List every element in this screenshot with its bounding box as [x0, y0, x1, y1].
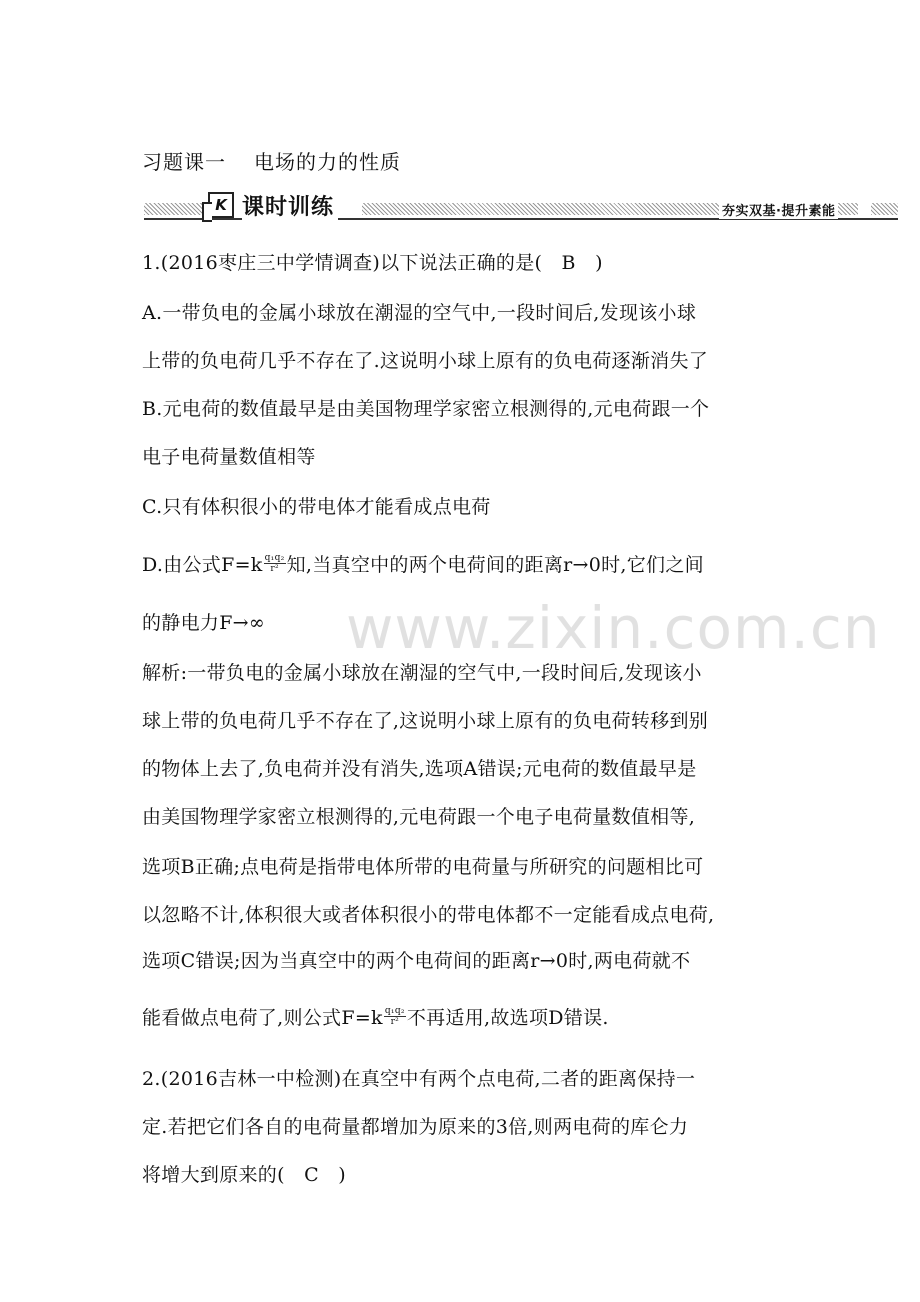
q1-option-b-line2: 电子电荷量数值相等 [142, 446, 316, 468]
fraction-numerator: q₁q₂ [264, 552, 285, 563]
q2-line1: 2.(2016吉林一中检测)在真空中有两个点电荷,二者的距离保持一 [142, 1068, 696, 1090]
analysis-line8-pre: 能看做点电荷了,则公式F=k [142, 1007, 383, 1029]
analysis-line5: 选项B正确;点电荷是指带电体所带的电荷量与所研究的问题相比可 [142, 856, 704, 878]
q2-line3: 将增大到原来的( C ) [142, 1164, 346, 1186]
fraction-denominator: r² [390, 1016, 400, 1027]
banner-hatch-left [144, 203, 206, 215]
book-icon: K [208, 192, 234, 218]
q1-option-b-line1: B.元电荷的数值最早是由美国物理学家密立根测得的,元电荷跟一个 [142, 398, 710, 420]
q2-line2: 定.若把它们各自的电荷量都增加为原来的3倍,则两电荷的库仑力 [142, 1116, 689, 1138]
section-banner [144, 191, 898, 225]
fraction-numerator: q₁q₂ [384, 1005, 405, 1016]
lesson-title-part2: 电场的力的性质 [254, 150, 401, 174]
q1-option-d-line2: 的静电力F→∞ [142, 612, 266, 634]
q1-option-d-post: 知,当真空中的两个电荷间的距离r→0时,它们之间 [286, 554, 704, 576]
analysis-line2: 球上带的负电荷几乎不存在了,这说明小球上原有的负电荷转移到别 [142, 710, 709, 732]
banner-tagline: 夯实双基·提升素能 [719, 200, 838, 219]
q1-option-a-line2: 上带的负电荷几乎不存在了.这说明小球上原有的负电荷逐渐消失了 [142, 350, 709, 372]
banner-hatch-right [871, 203, 898, 215]
analysis-line3: 的物体上去了,负电荷并没有消失,选项A错误;元电荷的数值最早是 [142, 758, 697, 780]
q1-option-a-line1: A.一带负电的金属小球放在潮湿的空气中,一段时间后,发现该小球 [142, 302, 697, 324]
q1-option-d-line1 [142, 550, 704, 577]
coulomb-formula-fraction [264, 553, 286, 574]
q1-stem: 1.(2016枣庄三中学情调查)以下说法正确的是( B ) [142, 252, 603, 274]
watermark: www.zixin.com.cn [346, 594, 881, 662]
analysis-line6: 以忽略不计,体积很大或者体积很小的带电体都不一定能看成点电荷, [142, 904, 715, 926]
analysis-line4: 由美国物理学家密立根测得的,元电荷跟一个电子电荷量数值相等, [142, 806, 696, 828]
coulomb-formula-fraction-2 [384, 1006, 406, 1027]
analysis-line8-post: 不再适用,故选项D错误. [406, 1007, 609, 1029]
analysis-line1: 解析:一带负电的金属小球放在潮湿的空气中,一段时间后,发现该小 [142, 662, 702, 684]
lesson-title-part1: 习题课一 [142, 150, 226, 174]
q1-option-d-pre: D.由公式F=k [142, 554, 263, 576]
lesson-title [142, 146, 401, 175]
analysis-line7: 选项C错误;因为当真空中的两个电荷间的距离r→0时,两电荷就不 [142, 950, 691, 972]
analysis-line8 [142, 1003, 609, 1030]
fraction-denominator: r² [270, 563, 279, 574]
q1-option-c: C.只有体积很小的带电体才能看成点电荷 [142, 496, 491, 518]
banner-heading: 课时训练 [242, 190, 338, 221]
